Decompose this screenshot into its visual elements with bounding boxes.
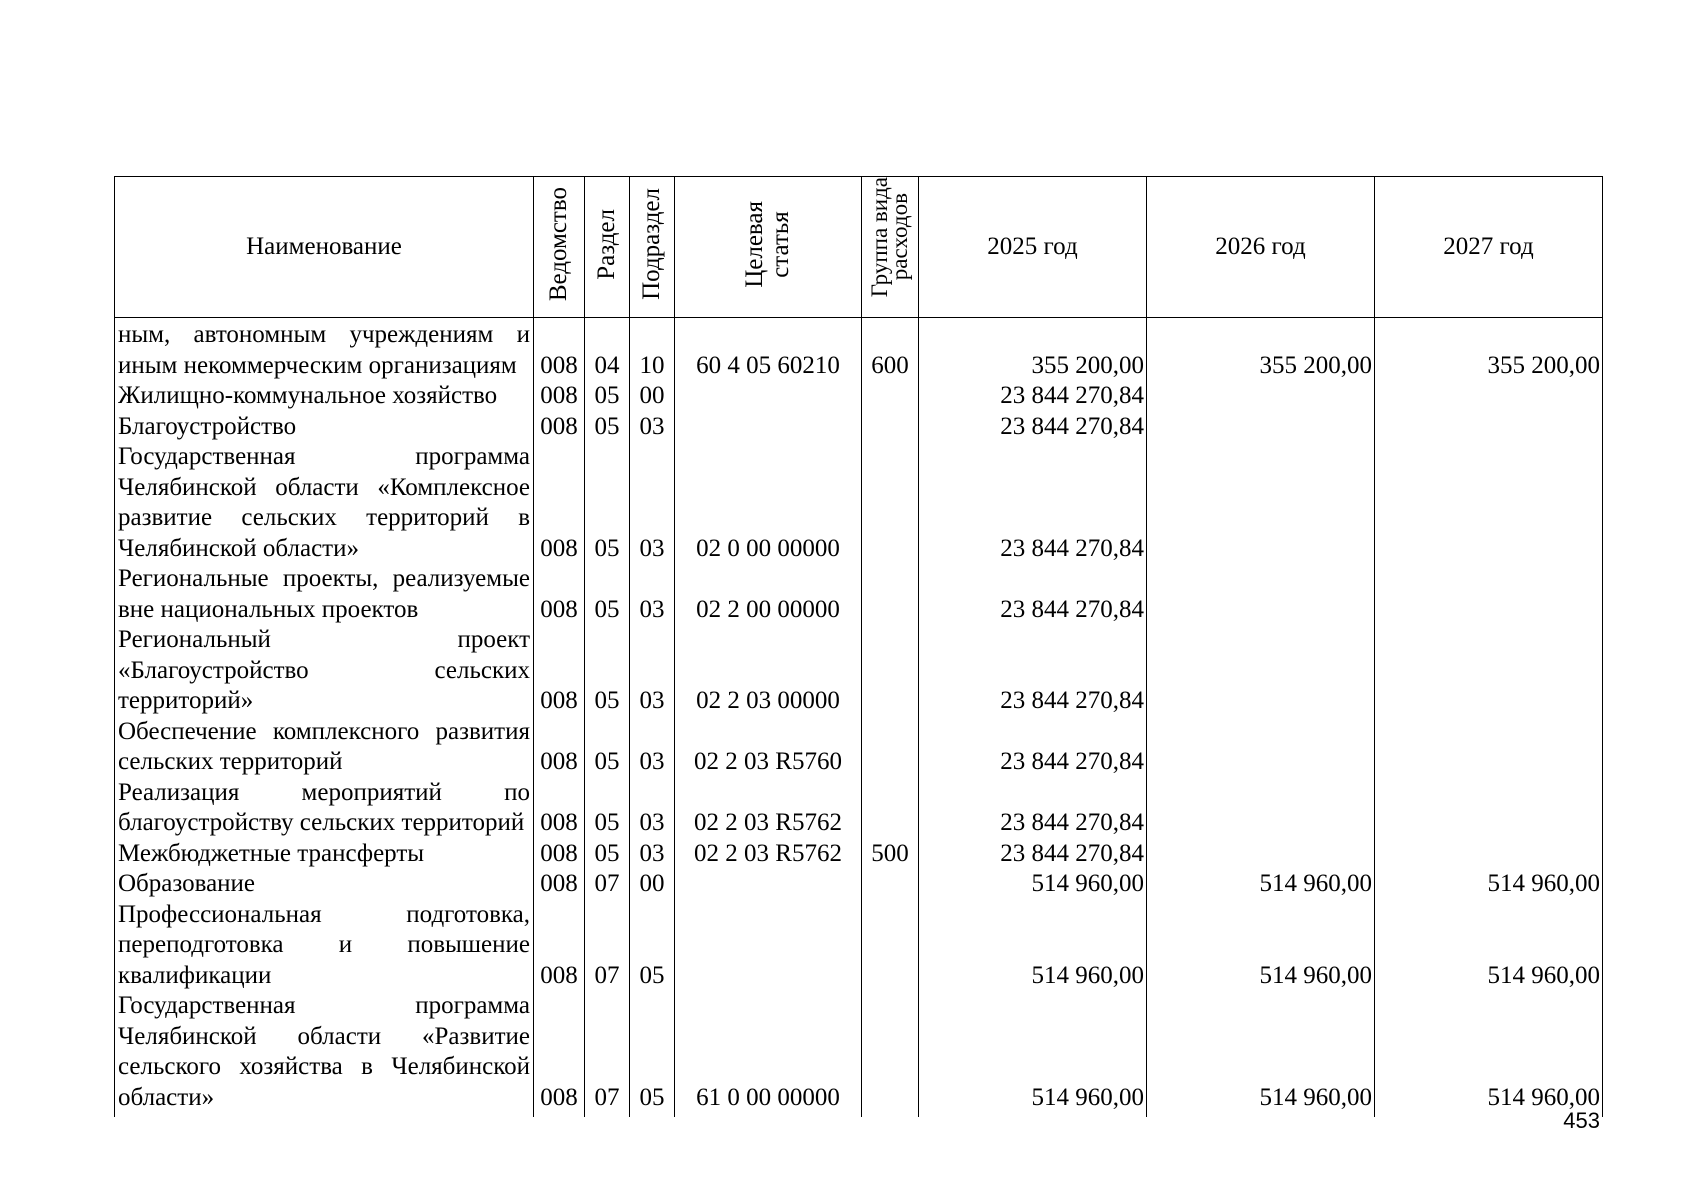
cell-group	[862, 381, 919, 412]
cell-2025: 23 844 270,84	[919, 717, 1147, 778]
cell-razdel: 07	[585, 869, 630, 900]
cell-2026	[1147, 625, 1375, 717]
cell-vedomstvo: 008	[534, 412, 585, 443]
table-row	[115, 717, 1603, 778]
table-row	[115, 900, 1603, 992]
cell-name: Образование	[115, 869, 534, 900]
cell-2027	[1375, 412, 1603, 443]
cell-razdel: 04	[585, 318, 630, 382]
cell-target: 61 0 00 00000	[675, 991, 862, 1113]
cell-razdel: 05	[585, 839, 630, 870]
cell-vedomstvo: 008	[534, 442, 585, 564]
table-bottom-spacer	[115, 1113, 1603, 1117]
cell-podrazdel: 00	[630, 381, 675, 412]
cell-2027	[1375, 381, 1603, 412]
cell-2025: 23 844 270,84	[919, 839, 1147, 870]
cell-razdel: 05	[585, 778, 630, 839]
cell-group	[862, 442, 919, 564]
cell-group	[862, 412, 919, 443]
cell-name: Государственная программа Челябинской области «Развитие сельского хозяйства в Челябинской области»	[115, 991, 534, 1113]
table-row	[115, 412, 1603, 443]
cell-2027	[1375, 564, 1603, 625]
cell-vedomstvo: 008	[534, 717, 585, 778]
cell-name: Обеспечение комплексного развития сельских территорий	[115, 717, 534, 778]
table-row	[115, 442, 1603, 564]
cell-vedomstvo: 008	[534, 778, 585, 839]
cell-2026: 514 960,00	[1147, 991, 1375, 1113]
cell-2025: 23 844 270,84	[919, 564, 1147, 625]
cell-podrazdel: 03	[630, 778, 675, 839]
cell-name: Жилищно-коммунальное хозяйство	[115, 381, 534, 412]
cell-name: Региональный проект «Благоустройство сельских территорий»	[115, 625, 534, 717]
cell-target	[675, 381, 862, 412]
cell-2025: 23 844 270,84	[919, 381, 1147, 412]
cell-target: 02 2 03 R5762	[675, 778, 862, 839]
spacer-cell	[675, 1113, 862, 1117]
spacer-cell	[1147, 1113, 1375, 1117]
cell-2027	[1375, 717, 1603, 778]
cell-vedomstvo: 008	[534, 625, 585, 717]
cell-group	[862, 991, 919, 1113]
cell-target: 02 2 03 R5762	[675, 839, 862, 870]
cell-2026	[1147, 442, 1375, 564]
cell-2027	[1375, 839, 1603, 870]
header-vedomstvo: Ведомство	[534, 177, 585, 318]
cell-target: 02 2 03 00000	[675, 625, 862, 717]
cell-2025: 514 960,00	[919, 869, 1147, 900]
cell-podrazdel: 03	[630, 625, 675, 717]
cell-razdel: 05	[585, 412, 630, 443]
cell-group	[862, 625, 919, 717]
cell-2027	[1375, 778, 1603, 839]
table-row	[115, 564, 1603, 625]
cell-2026	[1147, 778, 1375, 839]
spacer-cell	[585, 1113, 630, 1117]
header-name: Наименование	[115, 177, 534, 318]
cell-group	[862, 564, 919, 625]
cell-razdel: 05	[585, 442, 630, 564]
cell-name: ным, автономным учреждениям и иным некоммерческим организациям	[115, 318, 534, 382]
cell-target: 60 4 05 60210	[675, 318, 862, 382]
cell-target: 02 2 03 R5760	[675, 717, 862, 778]
header-row	[115, 177, 1603, 318]
cell-podrazdel: 10	[630, 318, 675, 382]
cell-podrazdel: 05	[630, 991, 675, 1113]
cell-razdel: 05	[585, 717, 630, 778]
header-group: Группа вида расходов	[862, 177, 919, 318]
cell-razdel: 05	[585, 381, 630, 412]
cell-podrazdel: 03	[630, 839, 675, 870]
cell-2025: 514 960,00	[919, 900, 1147, 992]
budget-table	[114, 176, 1603, 1117]
cell-razdel: 07	[585, 991, 630, 1113]
cell-vedomstvo: 008	[534, 991, 585, 1113]
spacer-cell	[919, 1113, 1147, 1117]
cell-2026	[1147, 412, 1375, 443]
cell-2025: 23 844 270,84	[919, 412, 1147, 443]
cell-vedomstvo: 008	[534, 839, 585, 870]
cell-2026	[1147, 839, 1375, 870]
cell-podrazdel: 03	[630, 564, 675, 625]
cell-vedomstvo: 008	[534, 900, 585, 992]
cell-razdel: 07	[585, 900, 630, 992]
cell-podrazdel: 03	[630, 442, 675, 564]
header-2025: 2025 год	[919, 177, 1147, 318]
spacer-cell	[115, 1113, 534, 1117]
cell-vedomstvo: 008	[534, 564, 585, 625]
cell-group	[862, 869, 919, 900]
table-row	[115, 869, 1603, 900]
header-2026: 2026 год	[1147, 177, 1375, 318]
header-razdel: Раздел	[585, 177, 630, 318]
cell-2026	[1147, 564, 1375, 625]
cell-2026	[1147, 717, 1375, 778]
cell-group: 500	[862, 839, 919, 870]
cell-group	[862, 717, 919, 778]
cell-podrazdel: 05	[630, 900, 675, 992]
cell-group	[862, 778, 919, 839]
cell-razdel: 05	[585, 564, 630, 625]
cell-podrazdel: 03	[630, 717, 675, 778]
cell-name: Межбюджетные трансферты	[115, 839, 534, 870]
cell-name: Профессиональная подготовка, переподготовка и повышение квалификации	[115, 900, 534, 992]
cell-vedomstvo: 008	[534, 318, 585, 382]
table-row	[115, 381, 1603, 412]
cell-2026: 514 960,00	[1147, 869, 1375, 900]
cell-target: 02 2 00 00000	[675, 564, 862, 625]
cell-2027: 514 960,00	[1375, 869, 1603, 900]
cell-2025: 23 844 270,84	[919, 442, 1147, 564]
header-target: Целевая статья	[675, 177, 862, 318]
cell-vedomstvo: 008	[534, 381, 585, 412]
cell-2027	[1375, 625, 1603, 717]
table-body	[115, 318, 1603, 1118]
cell-name: Реализация мероприятий по благоустройству сельских территорий	[115, 778, 534, 839]
cell-podrazdel: 00	[630, 869, 675, 900]
cell-2027: 514 960,00	[1375, 991, 1603, 1113]
header-2027: 2027 год	[1375, 177, 1603, 318]
cell-2025: 355 200,00	[919, 318, 1147, 382]
cell-2026: 355 200,00	[1147, 318, 1375, 382]
cell-2027	[1375, 442, 1603, 564]
cell-target	[675, 869, 862, 900]
table-row	[115, 991, 1603, 1113]
cell-name: Благоустройство	[115, 412, 534, 443]
cell-name: Региональные проекты, реализуемые вне национальных проектов	[115, 564, 534, 625]
table-row	[115, 318, 1603, 382]
spacer-cell	[630, 1113, 675, 1117]
cell-name: Государственная программа Челябинской области «Комплексное развитие сельских территорий в Челябинской области»	[115, 442, 534, 564]
cell-razdel: 05	[585, 625, 630, 717]
spacer-cell	[534, 1113, 585, 1117]
header-podrazdel: Подраздел	[630, 177, 675, 318]
cell-2026: 514 960,00	[1147, 900, 1375, 992]
cell-target	[675, 900, 862, 992]
table-row	[115, 839, 1603, 870]
table-row	[115, 778, 1603, 839]
cell-2027: 514 960,00	[1375, 900, 1603, 992]
cell-target	[675, 412, 862, 443]
cell-2025: 23 844 270,84	[919, 778, 1147, 839]
cell-2026	[1147, 381, 1375, 412]
cell-2027: 355 200,00	[1375, 318, 1603, 382]
cell-2025: 23 844 270,84	[919, 625, 1147, 717]
cell-group: 600	[862, 318, 919, 382]
cell-podrazdel: 03	[630, 412, 675, 443]
spacer-cell	[862, 1113, 919, 1117]
cell-target: 02 0 00 00000	[675, 442, 862, 564]
table-row	[115, 625, 1603, 717]
page-number: 453	[1563, 1108, 1600, 1133]
cell-vedomstvo: 008	[534, 869, 585, 900]
cell-group	[862, 900, 919, 992]
cell-2025: 514 960,00	[919, 991, 1147, 1113]
